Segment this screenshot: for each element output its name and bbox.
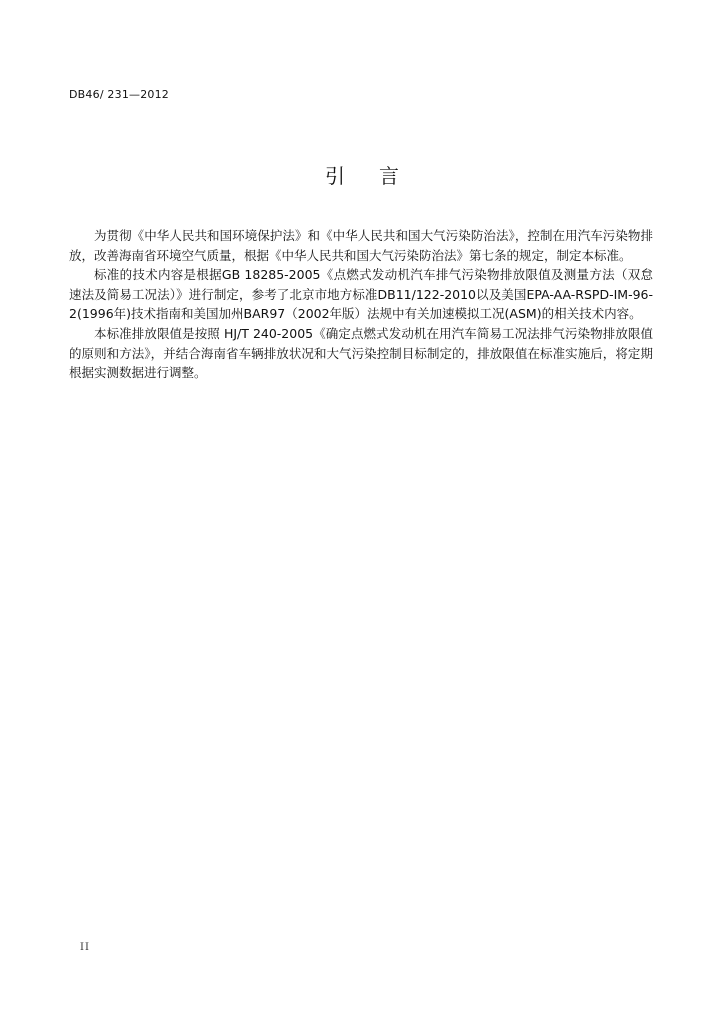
- page-number: II: [80, 942, 90, 953]
- standard-code-header: DB46/ 231—2012: [69, 88, 170, 101]
- introduction-body: [69, 226, 653, 383]
- page-title: 引言: [325, 164, 433, 188]
- paragraph-purpose: 为贯彻《中华人民共和国环境保护法》和《中华人民共和国大气污染防治法》，控制在用汽车污染物排放，改善海南省环境空气质量，根据《中华人民共和国大气污染防治法》第七条的规定，制定本标准。: [69, 228, 653, 263]
- paragraph-emission-limits: 本标准排放限值是按照 HJ/T 240-2005《确定点燃式发动机在用汽车简易工况法排气污染物排放限值的原则和方法》，并结合海南省车辆排放状况和大气污染控制目标制定的，排放限值在标准实施后，将定期根据实测数据进行调整。: [69, 325, 653, 381]
- paragraph-technical-basis: 标准的技术内容是根据GB 18285-2005《点燃式发动机汽车排气污染物排放限值及测量方法（双怠速法及简易工况法）》进行制定，参考了北京市地方标准DB11/122-2010以及美国EPA-AA-RSPD-IM-96-2(1996年)技术指南和美国加州BAR97（2002年版）法规中有关加速模拟工况(ASM)的相关技术内容。: [69, 267, 653, 322]
